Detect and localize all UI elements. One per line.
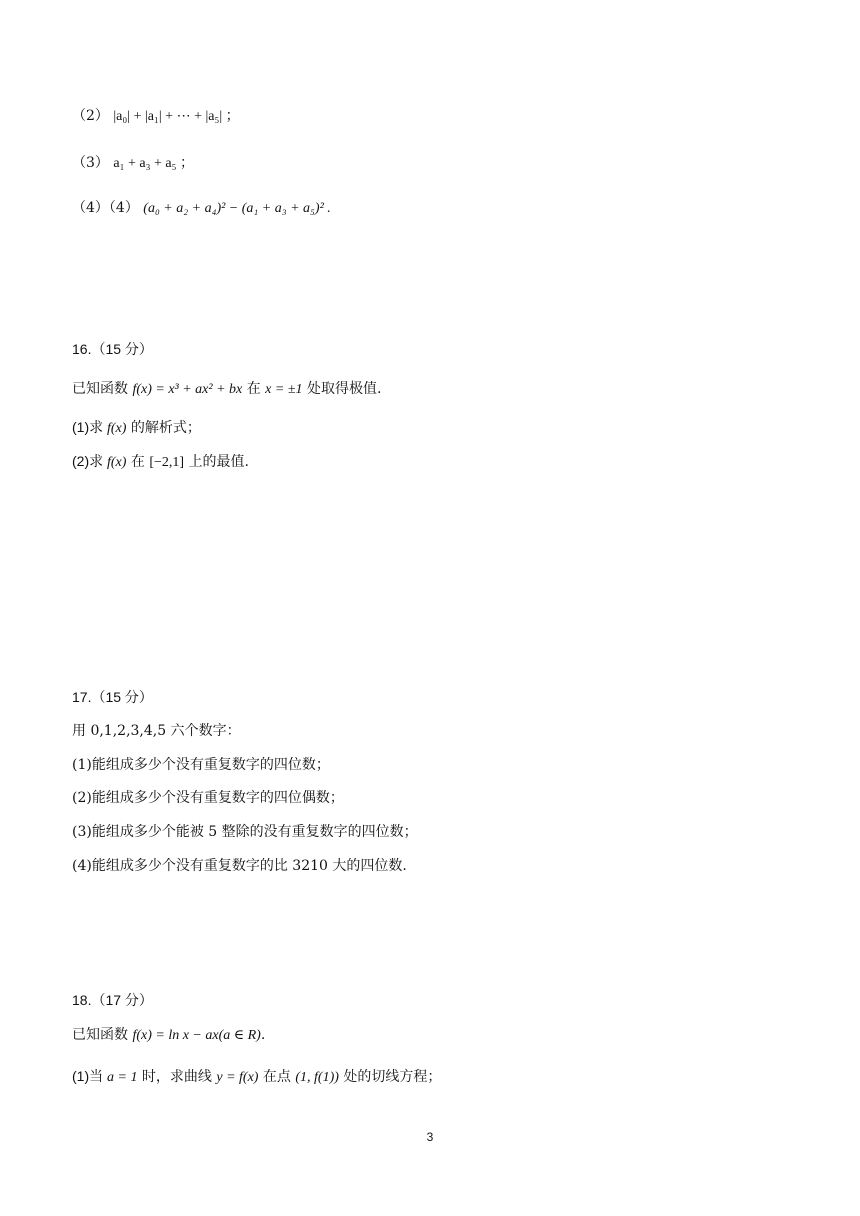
q16-part-2-mid: 在 [126, 454, 150, 470]
subpart-4-label: （4）（4） [72, 200, 139, 216]
q16-header: 16.（15 分） [72, 341, 153, 357]
q18-part-1-curve: y = f(x) [216, 1070, 259, 1085]
q16-stem-function: f(x) = x³ + ax² + bx [132, 382, 243, 397]
q17-header: 17.（15 分） [72, 689, 153, 705]
subpart-3-label: （3） [72, 155, 109, 171]
q17-part-3: (3)能组成多少个能被 5 整除的没有重复数字的四位数； [72, 824, 418, 840]
q18-part-1-pre: (1)当 [72, 1068, 107, 1084]
q17-stem: 用 0,1,2,3,4,5 六个数字： [72, 723, 241, 739]
q16-part-1-math: f(x) [107, 421, 127, 436]
q18-part-1-mid-2: 在点 [258, 1069, 296, 1085]
q16-part-2 [72, 451, 249, 473]
subpart-4 [72, 198, 331, 219]
q16-stem-mid: 在 [242, 381, 266, 397]
q18-part-1-mid-1: 时，求曲线 [137, 1069, 217, 1085]
subpart-3-math: a₁ + a₃ + a₅ ； [113, 156, 194, 171]
q16-stem-post: 处取得极值. [302, 381, 382, 397]
q16-part-2-interval: [−2,1] [149, 455, 185, 470]
q18-part-1-a-value: a = 1 [107, 1070, 138, 1085]
subpart-2-math: |a₀| + |a₁| + ⋯ + |a₅| ； [113, 109, 240, 124]
q16-part-1-pre: (1)求 [72, 419, 107, 435]
q18-part-1-point: (1, f(1)) [295, 1070, 339, 1085]
q18-header: 18.（17 分） [72, 992, 153, 1008]
q18-stem-pre: 已知函数 [72, 1027, 133, 1043]
subpart-3 [72, 153, 194, 174]
q18-stem-post: . [260, 1027, 266, 1043]
subpart-2 [72, 106, 240, 127]
q17-part-1: (1)能组成多少个没有重复数字的四位数； [72, 757, 330, 773]
q16-part-1 [72, 417, 201, 439]
q16-stem [72, 379, 381, 400]
q16-part-2-pre: (2)求 [72, 453, 107, 469]
q18-stem [72, 1025, 265, 1046]
q17-part-4: (4)能组成多少个没有重复数字的比 3210 大的四位数. [72, 858, 407, 874]
subpart-4-math: (a₀ + a₂ + a₄)² − (a₁ + a₃ + a₅)² . [143, 201, 331, 216]
subpart-2-label: （2） [72, 108, 109, 124]
q16-part-1-post: 的解析式； [126, 420, 201, 436]
q18-part-1 [72, 1066, 441, 1088]
q18-stem-function: f(x) = ln x − ax(a ∈ R) [132, 1028, 261, 1043]
q18-part-1-post: 处的切线方程； [338, 1069, 442, 1085]
q16-stem-x-value: x = ±1 [265, 382, 303, 397]
q16-stem-pre: 已知函数 [72, 381, 133, 397]
q16-part-2-post: 上的最值. [184, 454, 249, 470]
page-number: 3 [426, 1130, 434, 1144]
q16-part-2-math-1: f(x) [107, 455, 127, 470]
q17-part-2: (2)能组成多少个没有重复数字的四位偶数； [72, 790, 344, 806]
